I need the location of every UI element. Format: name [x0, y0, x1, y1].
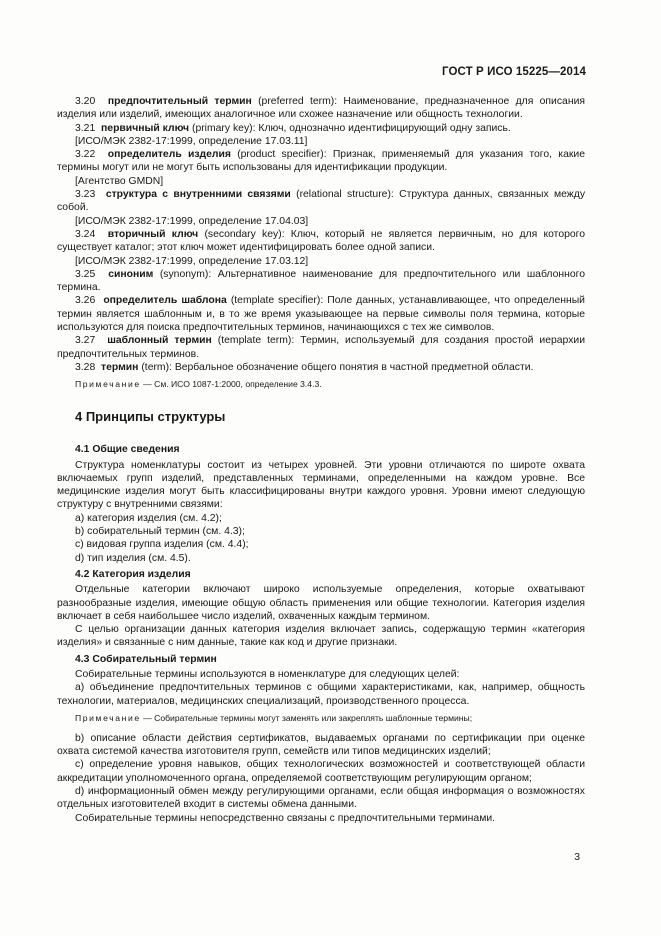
levels-list: [75, 512, 585, 565]
subsection-4-1-text: Структура номенклатуры состоит из четырех уровней. Эти уровни отличаются по широте охвата включаемых групп изделий, представленных терминами, определенными на каждом уровне. Все медицинские изделия могут быть классифицированы внутри каждого уровня. Уровни имеют следующую структуру с внутренними связями:: [57, 459, 585, 511]
list-item: d) тип изделия (см. 4.5).: [75, 552, 191, 564]
term-3-20: 3.20 предпочтительный термин (preferred term): Наименование, предназначенное для описания изделия или изделий, имеющих аналогичное или схожее назначение или общность технологии.: [57, 96, 586, 121]
subsection-4-3-item-a: a) объединение предпочтительных терминов с общими характеристиками, как, например, общность технологии, материалов, медицинских специализаций, производственного процесса.: [57, 682, 585, 707]
note-3-28: Примечание — См. ИСО 1087-1:2000, определение 3.4.3.: [75, 379, 322, 390]
list-item: a) категория изделия (см. 4.2);: [75, 512, 222, 524]
terms-list: [57, 95, 585, 390]
term-3-26: 3.26 определитель шаблона (template specifier): Поле данных, устанавливающее, что определенный термин является шаблонным и, в то же время указывающее на первые символы поля термина, которые используются для поиска предпочтительных терминов, начинающихся с тех же символов.: [57, 295, 585, 334]
subsection-4-1-title: 4.1 Общие сведения: [75, 444, 180, 456]
term-3-21-reference: [ИСО/МЭК 2382-17:1999, определение 17.03.11]: [75, 135, 308, 147]
subsection-4-3-para-1: Собирательные термины используются в номенклатуре для следующих целей:: [75, 668, 460, 680]
term-3-23-reference: [ИСО/МЭК 2382-17:1999, определение 17.04.03]: [75, 215, 309, 227]
subsection-4-3-item-d: d) информационный обмен между регулирующими органами, если общая информация о возможностях отдельных изготовителей входит в системы обмена данными.: [57, 786, 585, 811]
document-header: ГОСТ Р ИСО 15225—2014: [441, 66, 586, 78]
section-4-title: 4 Принципы структуры: [75, 409, 226, 425]
term-3-22-reference: [Агентство GMDN]: [75, 175, 164, 187]
page-number: 3: [574, 852, 580, 863]
subsection-4-2-para-2: С целью организации данных категория изделия включает запись, содержащую термин «категория изделия» и связанные с ним данные, такие как код и другие признаки.: [57, 624, 585, 649]
subsection-4-3-item-c: c) определение уровня навыков, общих технологических возможностей и соответствующей области аккредитации уполномоченного органа, определяемой соответствующим регулирующим органом;: [57, 759, 585, 784]
subsection-4-3-title: 4.3 Собирательный термин: [75, 653, 217, 665]
subsection-4-2-title: 4.2 Категория изделия: [75, 568, 191, 580]
term-3-28: 3.28 термин (term): Вербальное обозначение общего понятия в частной предметной области.: [75, 361, 534, 373]
list-item: c) видовая группа изделия (см. 4.4);: [75, 539, 249, 551]
term-3-22: 3.22 определитель изделия (product specifier): Признак, применяемый для указания того, какие термины могут или не могут быть использованы для идентификации продукции.: [57, 149, 585, 174]
term-3-25: 3.25 синоним (synonym): Альтернативное наименование для предпочтительного или шаблонного термина.: [57, 268, 585, 294]
subsection-4-3-item-b: b) описание области действия сертификатов, выдаваемых органами по сертификации при оценке охвата системой качества изготовителя групп, семейств или типов медицинских изделий;: [57, 732, 585, 758]
term-3-24: 3.24 вторичный ключ (secondary key): Ключ, который не является первичным, но для которого существует каталог; этот ключ может идентифицировать более одной записи.: [57, 228, 585, 254]
term-3-21: 3.21 первичный ключ (primary key): Ключ, однозначно идентифицирующий одну запись.: [75, 122, 511, 134]
term-3-27: 3.27 шаблонный термин (template term): Термин, используемый для создания простой иерархии предпочтительных терминов.: [57, 335, 586, 360]
term-3-23: 3.23 структура с внутренними связями (relational structure): Структура данных, связанных между собой.: [57, 189, 586, 214]
note-4-3: Примечание — Собирательные термины могут заменять или закреплять шаблонные термины;: [75, 712, 473, 723]
document-body: [57, 95, 585, 825]
subsection-4-3-last-para: Собирательные термины непосредственно связаны с предпочтительными терминами.: [75, 812, 496, 824]
list-item: b) собирательный термин (см. 4.3);: [75, 526, 245, 538]
subsection-4-2-para-1: Отдельные категории включают широко используемые определения, которые охватывают разнообразные изделия, имеющие общую область применения или общие технологии. Категория изделия включает в себя наибольшее число изделий, охваченных каждым термином.: [57, 584, 585, 622]
term-3-24-reference: [ИСО/МЭК 2382-17:1999, определение 17.03.12]: [75, 255, 309, 267]
